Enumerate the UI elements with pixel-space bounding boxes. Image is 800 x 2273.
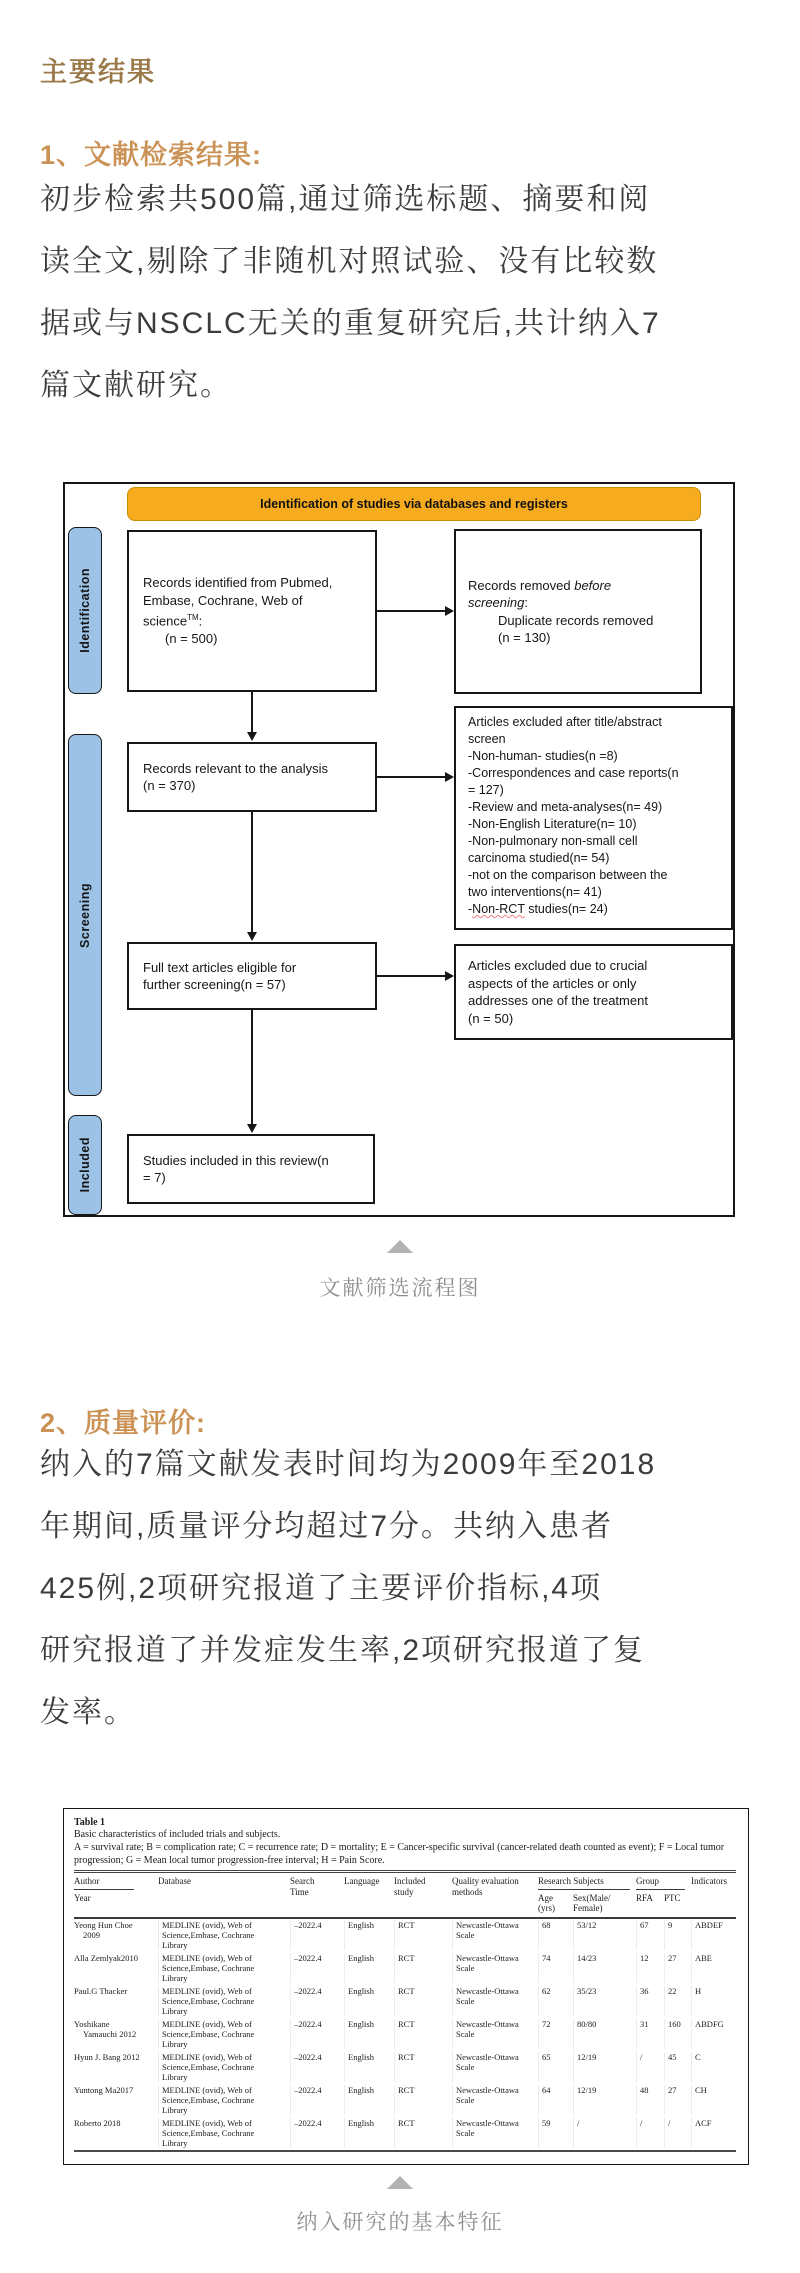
table-cell-author: Yuntong Ma2017 — [74, 2085, 134, 2095]
records-removed-line1: Records removed before — [468, 577, 612, 593]
table-cell-quality: Newcastle-Ottawa Scale — [452, 1953, 538, 1983]
table-cell-quality: Newcastle-Ottawa Scale — [452, 2085, 538, 2115]
table-cell-age: 64 — [538, 2085, 573, 2115]
table-cell-ptc: / — [664, 2118, 691, 2148]
table-row — [74, 2117, 736, 2150]
table-cell-ind: ABE — [691, 1953, 737, 1983]
page-title: 主要结果 — [40, 57, 156, 88]
col-header-indicators: Indicators — [691, 1876, 727, 1886]
table-cell-ind: CH — [691, 2085, 737, 2115]
table-cell-database: MEDLINE (ovid), Web of Science,Embase, Cochrane Library — [158, 2019, 290, 2049]
col-header-language: Language — [344, 1876, 380, 1886]
table1-figure — [63, 1808, 749, 2165]
flow-box-articles-excluded-crucial — [454, 944, 733, 1040]
table-cell-included: RCT — [394, 1920, 452, 1950]
table-cell-quality: Newcastle-Ottawa Scale — [452, 2118, 538, 2148]
table-cell-ptc: 22 — [664, 1986, 691, 2016]
arrowhead-right-icon — [445, 772, 454, 782]
records-relevant-line1: Records relevant to the analysis — [143, 760, 328, 776]
table-cell-language: English — [344, 2019, 394, 2049]
table-cell-search: –2022.4 — [290, 2118, 344, 2148]
flow-box-records-relevant — [127, 742, 377, 812]
flow-box-records-removed — [454, 529, 702, 694]
table-cell-author: Alla Zemlyak2010 — [74, 1953, 138, 1963]
stage-label-identification — [68, 527, 102, 694]
prisma-flowchart-figure — [63, 482, 735, 1217]
flowchart-banner: Identification of studies via databases and registers — [127, 487, 701, 521]
table-cell-author: Yoshikane Yamauchi 2012 — [74, 2019, 137, 2039]
stage-label-included — [68, 1115, 102, 1215]
table-note: A = survival rate; B = complication rate; C = recurrence rate; D = mortality; E = Cancer-specific survival (cancer-related death counted as event); F = Local tumor progression; G = Mean local tumor progression-free interval; H = Pain Score. — [74, 1842, 725, 1866]
table-cell-included: RCT — [394, 2019, 452, 2049]
table-cell-database: MEDLINE (ovid), Web of Science,Embase, Cochrane Library — [158, 1986, 290, 2016]
table-cell-ptc: 27 — [664, 1953, 691, 1983]
stage-label-identification-text: Identification — [78, 568, 92, 653]
table1 — [74, 1870, 736, 2152]
col-header-age: Age (yrs) — [538, 1892, 555, 1913]
table-cell-quality: Newcastle-Ottawa Scale — [452, 2019, 538, 2049]
flow-box-fulltext-eligible — [127, 942, 377, 1010]
table-cell-rfa: 67 — [636, 1920, 664, 1950]
table-cell-database: MEDLINE (ovid), Web of Science,Embase, Cochrane Library — [158, 2052, 290, 2082]
table-cell-database: MEDLINE (ovid), Web of Science,Embase, Cochrane Library — [158, 2085, 290, 2115]
col-header-year: Year — [74, 1892, 91, 1903]
col-header-search-time: Search Time — [290, 1876, 315, 1897]
records-identified-line1: Records identified from Pubmed, — [143, 575, 333, 591]
table-cell-age: 68 — [538, 1920, 573, 1950]
stage-label-included-text: Included — [78, 1137, 92, 1193]
table-cell-search: –2022.4 — [290, 1986, 344, 2016]
table-cell-age: 72 — [538, 2019, 573, 2049]
flow-box-studies-included — [127, 1134, 375, 1204]
table-cell-sex: 80/80 — [573, 2019, 636, 2049]
col-header-sex: Sex(Male/ Female) — [573, 1892, 611, 1913]
table-row — [74, 2051, 736, 2084]
table-cell-rfa: / — [636, 2052, 664, 2082]
table-subtitle: Basic characteristics of included trials and subjects. — [74, 1829, 281, 1840]
excluded1-last-line: -Non-RCT studies(n= 24) — [468, 902, 608, 916]
records-identified-line2: Embase, Cochrane, Web of — [143, 592, 303, 608]
col-header-database: Database — [158, 1876, 191, 1886]
fulltext-count: further screening(n = 57) — [143, 977, 286, 992]
table-cell-ind: H — [691, 1986, 737, 2016]
arrow-identified-to-removed — [377, 610, 445, 612]
section1-paragraph: 初步检索共500篇,通过筛选标题、摘要和阅 读全文,剔除了非随机对照试验、没有比较数 据或与NSCLC无关的重复研究后,共计纳入7 篇文献研究。 — [40, 183, 661, 402]
table-cell-search: –2022.4 — [290, 1920, 344, 1950]
table-cell-language: English — [344, 2085, 394, 2115]
table-cell-quality: Newcastle-Ottawa Scale — [452, 1986, 538, 2016]
table-cell-quality: Newcastle-Ottawa Scale — [452, 2052, 538, 2082]
studies-included-line1: Studies included in this review(n — [143, 1152, 329, 1168]
arrow-identified-to-relevant — [251, 692, 253, 733]
table-cell-included: RCT — [394, 2052, 452, 2082]
table-body — [74, 1919, 736, 2152]
section2-heading: 2、质量评价: — [40, 1408, 207, 1439]
table-title: Table 1 — [74, 1817, 106, 1828]
table-cell-search: –2022.4 — [290, 2085, 344, 2115]
records-identified-count: (n = 500) — [165, 631, 218, 647]
records-removed-line2: screening: — [468, 595, 528, 610]
table-row — [74, 2018, 736, 2051]
arrow-relevant-to-excluded1 — [377, 776, 445, 778]
table-cell-sex: 12/19 — [573, 2052, 636, 2082]
records-identified-line3: science™: — [143, 613, 203, 629]
section2-paragraph: 纳入的7篇文献发表时间均为2009年至2018 年期间,质量评分均超过7分。共纳入患者 425例,2项研究报道了主要评价指标,4项 研究报道了并发症发生率,2项研究报道了复 发率。 — [40, 1448, 657, 1729]
table-header-row — [74, 1870, 736, 1919]
table-cell-ptc: 45 — [664, 2052, 691, 2082]
col-header-included-study: Included study — [394, 1876, 426, 1897]
records-removed-count: (n = 130) — [498, 630, 551, 645]
table-caption: 纳入研究的基本特征 — [296, 2211, 504, 2234]
records-removed-line3: Duplicate records removed — [498, 612, 654, 628]
table-cell-included: RCT — [394, 1953, 452, 1983]
records-relevant-count: (n = 370) — [143, 778, 196, 793]
table-cell-rfa: 12 — [636, 1953, 664, 1983]
studies-included-count: = 7) — [143, 1170, 166, 1185]
table-cell-rfa: / — [636, 2118, 664, 2148]
flow-box-articles-excluded-title-abstract — [454, 706, 733, 930]
table-cell-language: English — [344, 1953, 394, 1983]
table-cell-rfa: 48 — [636, 2085, 664, 2115]
table-cell-ptc: 160 — [664, 2019, 691, 2049]
table-cell-sex: 53/12 — [573, 1920, 636, 1950]
table-cell-ptc: 9 — [664, 1920, 691, 1950]
table-cell-quality: Newcastle-Ottawa Scale — [452, 1920, 538, 1950]
table-cell-database: MEDLINE (ovid), Web of Science,Embase, Cochrane Library — [158, 1953, 290, 1983]
table-cell-age: 59 — [538, 2118, 573, 2148]
table-cell-author: Roberto 2018 — [74, 2118, 121, 2128]
table-cell-age: 65 — [538, 2052, 573, 2082]
table-cell-sex: 35/23 — [573, 1986, 636, 2016]
table-cell-age: 74 — [538, 1953, 573, 1983]
table-cell-age: 62 — [538, 1986, 573, 2016]
table-cell-rfa: 31 — [636, 2019, 664, 2049]
arrow-relevant-to-fulltext — [251, 812, 253, 932]
fulltext-line1: Full text articles eligible for — [143, 959, 297, 975]
table-cell-language: English — [344, 1986, 394, 2016]
table-row — [74, 1919, 736, 1952]
table-row — [74, 1952, 736, 1985]
collapse-triangle-icon[interactable] — [387, 2176, 413, 2189]
flowchart-caption: 文献筛选流程图 — [319, 1277, 481, 1300]
table-cell-sex: 14/23 — [573, 1953, 636, 1983]
flow-box-records-identified — [127, 530, 377, 692]
table-cell-ind: ACF — [691, 2118, 737, 2148]
table-cell-ind: C — [691, 2052, 737, 2082]
table-cell-sex: 12/19 — [573, 2085, 636, 2115]
col-header-author-year — [74, 1876, 158, 1914]
table-cell-author: Paul.G Thacker — [74, 1986, 128, 1996]
col-header-quality-evaluation: Quality evaluation methods — [452, 1876, 519, 1897]
table-cell-ind: ABDFG — [691, 2019, 737, 2049]
col-header-research-subjects: Research Subjects — [538, 1876, 630, 1890]
excluded1-lines: Articles excluded after title/abstract screen -Non-human- studies(n =8) -Correspondences and case reports(n = 127) -Review and meta-analyses(n= 49) -Non-English Literature(n= 10) -Non-pulmonary non-small cell carcinoma studied(n= 54) -not on the comparison between the two interventions(n= 41) — [468, 715, 679, 899]
table-cell-search: –2022.4 — [290, 1953, 344, 1983]
table-cell-author: Yeong Hun Choe 2009 — [74, 1920, 133, 1940]
col-header-group: Group — [636, 1876, 685, 1890]
stage-label-screening-text: Screening — [78, 882, 92, 948]
table-cell-included: RCT — [394, 2085, 452, 2115]
table-cell-language: English — [344, 1920, 394, 1950]
col-group-group — [636, 1876, 691, 1914]
table-cell-included: RCT — [394, 1986, 452, 2016]
table-row — [74, 1985, 736, 2018]
excluded2-lines: Articles excluded due to crucial aspects of the articles or only addresses one of the treatment (n = 50) — [468, 958, 648, 1026]
arrow-fulltext-to-included — [251, 1010, 253, 1124]
table-cell-database: MEDLINE (ovid), Web of Science,Embase, Cochrane Library — [158, 1920, 290, 1950]
table-cell-search: –2022.4 — [290, 2019, 344, 2049]
table-cell-database: MEDLINE (ovid), Web of Science,Embase, Cochrane Library — [158, 2118, 290, 2148]
col-group-research-subjects — [538, 1876, 636, 1914]
arrow-fulltext-to-excluded2 — [377, 975, 445, 977]
col-header-ptc: PTC — [664, 1892, 681, 1903]
stage-label-screening — [68, 734, 102, 1096]
collapse-triangle-icon[interactable] — [387, 1240, 413, 1253]
table-cell-language: English — [344, 2052, 394, 2082]
arrowhead-down-icon — [247, 732, 257, 741]
arrowhead-right-icon — [445, 606, 454, 616]
table-cell-author: Hyun J. Bang 2012 — [74, 2052, 140, 2062]
arrowhead-down-icon — [247, 1124, 257, 1133]
table-row — [74, 2084, 736, 2117]
table-cell-search: –2022.4 — [290, 2052, 344, 2082]
section1-heading: 1、文献检索结果: — [40, 140, 263, 171]
table-cell-sex: / — [573, 2118, 636, 2148]
arrowhead-right-icon — [445, 971, 454, 981]
table-cell-ind: ABDEF — [691, 1920, 737, 1950]
arrowhead-down-icon — [247, 932, 257, 941]
table-cell-rfa: 36 — [636, 1986, 664, 2016]
col-header-rfa: RFA — [636, 1892, 653, 1903]
col-header-author: Author — [74, 1876, 134, 1890]
table-cell-language: English — [344, 2118, 394, 2148]
table-cell-ptc: 27 — [664, 2085, 691, 2115]
table-cell-included: RCT — [394, 2118, 452, 2148]
